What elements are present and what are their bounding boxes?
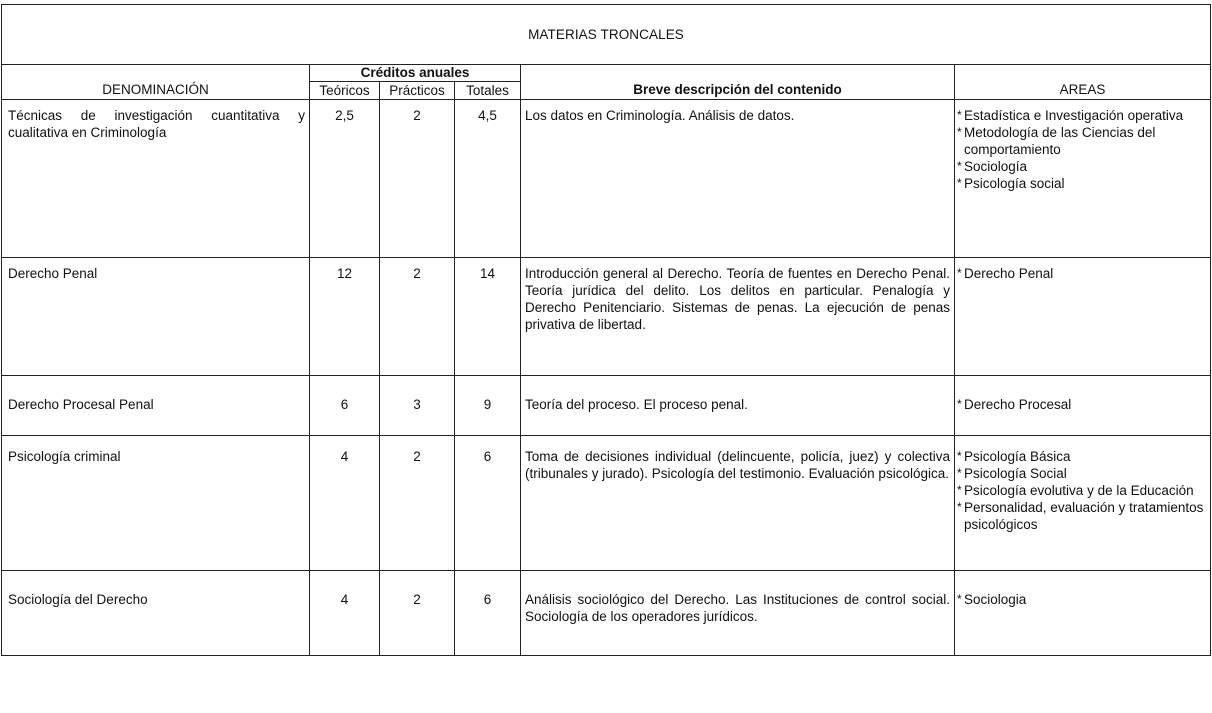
bullet-star: * (957, 159, 962, 173)
cell-descripcion: Toma de decisiones individual (delincuente, policía, juez) y colectiva (tribunales y jurado). Psicología del testimonio. Evaluación psicológica. (521, 436, 955, 571)
area-item: * Metodología de las Ciencias del comportamiento (957, 125, 1156, 157)
cell-areas (955, 376, 1211, 436)
bullet-star: * (957, 466, 962, 480)
area-item: * Derecho Penal (957, 266, 1054, 281)
area-item: * Sociologia (957, 592, 1027, 607)
cell-descripcion: Teoría del proceso. El proceso penal. (521, 376, 955, 436)
cell-teoricos: 12 (310, 258, 380, 376)
cell-denominacion: Psicología criminal (2, 436, 310, 571)
cell-descripcion: Introducción general al Derecho. Teoría de fuentes en Derecho Penal. Teoría jurídica del delito. Los delitos en particular. Penalogía y Derecho Penitenciario. Sistemas de penas. La ejecución de penas privativa de libertad. (521, 258, 955, 376)
header-descripcion: Breve descripción del contenido (521, 65, 955, 100)
cell-practicos: 2 (380, 100, 455, 258)
cell-teoricos: 6 (310, 376, 380, 436)
bullet-star: * (957, 125, 962, 139)
header-totales: Totales (455, 82, 521, 100)
cell-denominacion: Derecho Procesal Penal (2, 376, 310, 436)
bullet-star: * (957, 397, 962, 411)
cell-totales: 4,5 (455, 100, 521, 258)
cell-totales: 14 (455, 258, 521, 376)
area-item: * Psicología social (957, 176, 1065, 191)
area-item: * Psicología evolutiva y de la Educación (957, 483, 1194, 498)
cell-practicos: 2 (380, 436, 455, 571)
cell-totales: 6 (455, 436, 521, 571)
cell-areas (955, 436, 1211, 571)
bullet-star: * (957, 176, 962, 190)
header-practicos: Prácticos (380, 82, 455, 100)
header-denominacion: DENOMINACIÓN (2, 65, 310, 100)
cell-denominacion: Derecho Penal (2, 258, 310, 376)
bullet-star: * (957, 266, 962, 280)
table-row (2, 571, 1211, 656)
title-row (2, 5, 1211, 65)
cell-totales: 6 (455, 571, 521, 656)
table-row (2, 258, 1211, 376)
table-row (2, 376, 1211, 436)
cell-teoricos: 2,5 (310, 100, 380, 258)
cell-practicos: 2 (380, 571, 455, 656)
cell-areas (955, 571, 1211, 656)
table-row (2, 436, 1211, 571)
cell-practicos: 3 (380, 376, 455, 436)
area-item: * Psicología Básica (957, 449, 1071, 464)
table-row (2, 100, 1211, 258)
bullet-star: * (957, 500, 962, 514)
bullet-star: * (957, 449, 962, 463)
area-item: * Derecho Procesal (957, 397, 1072, 412)
header-areas: AREAS (955, 65, 1211, 100)
table-title: MATERIAS TRONCALES (2, 5, 1211, 65)
cell-totales: 9 (455, 376, 521, 436)
cell-teoricos: 4 (310, 571, 380, 656)
area-item: * Psicología Social (957, 466, 1067, 481)
bullet-star: * (957, 483, 962, 497)
cell-denominacion: Sociología del Derecho (2, 571, 310, 656)
bullet-star: * (957, 592, 962, 606)
materias-troncales-table (1, 4, 1211, 656)
cell-areas (955, 258, 1211, 376)
area-item: * Estadística e Investigación operativa (957, 108, 1184, 123)
area-item: * Personalidad, evaluación y tratamientos psicológicos (957, 500, 1204, 532)
area-item: * Sociología (957, 159, 1028, 174)
cell-denominacion: Técnicas de investigación cuantitativa y cualitativa en Criminología (2, 100, 310, 258)
cell-teoricos: 4 (310, 436, 380, 571)
header-row (2, 65, 1211, 82)
cell-descripcion: Análisis sociológico del Derecho. Las Instituciones de control social. Sociología de los operadores jurídicos. (521, 571, 955, 656)
cell-areas (955, 100, 1211, 258)
header-creditos-anuales: Créditos anuales (310, 65, 521, 82)
cell-practicos: 2 (380, 258, 455, 376)
header-teoricos: Teóricos (310, 82, 380, 100)
cell-descripcion: Los datos en Criminología. Análisis de datos. (521, 100, 955, 258)
bullet-star: * (957, 108, 962, 122)
